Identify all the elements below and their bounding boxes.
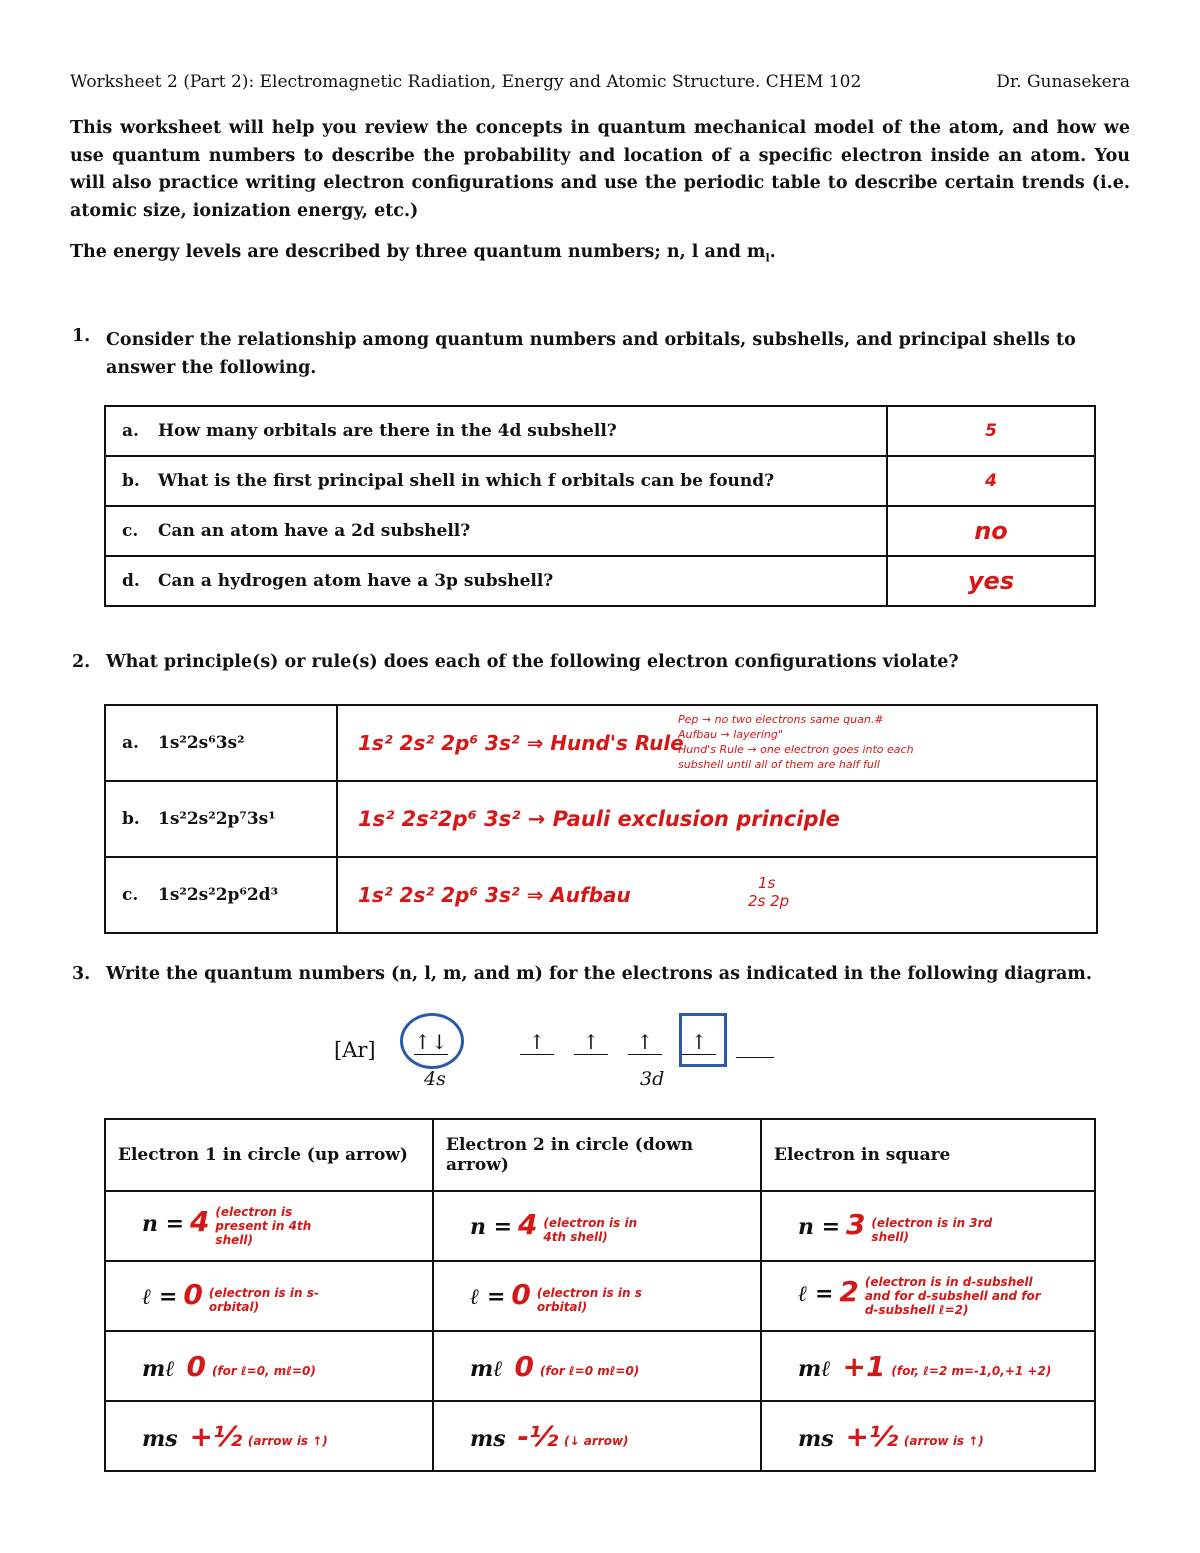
answer-handwritten: 1s² 2s² 2p⁶ 3s² ⇒ Hund's Rule — [358, 731, 684, 755]
worksheet-title: Worksheet 2 (Part 2): Electromagnetic Radiation, Energy and Atomic Structure. CHEM 102 — [70, 72, 862, 92]
highlight-square — [679, 1013, 727, 1067]
column-header: Electron 1 in circle (up arrow) — [105, 1119, 433, 1191]
question-2-prompt: What principle(s) or rule(s) does each of the following electron configurations violate? — [106, 652, 959, 672]
row-label: b. — [122, 471, 140, 491]
handwritten-value: 4 — [190, 1204, 210, 1238]
quantum-symbol: ℓ = — [798, 1280, 834, 1307]
quantum-symbol: mℓ — [142, 1355, 175, 1382]
energy-levels-text: The energy levels are described by three quantum numbers; n, l and $m_l$. — [70, 242, 776, 265]
intro-paragraph: This worksheet will help you review the concepts in quantum mechanical model of the atom, and how we use quantum numbers to describe the probability and location of a specific electron inside an atom. You will also practice writing electron configurations and use the periodic table to describe certain trends (i.e. atomic size, ionization energy, etc.) — [70, 118, 1130, 221]
column-header: Electron 2 in circle (down arrow) — [433, 1119, 761, 1191]
handwritten-note: (for ℓ=0 mℓ=0) — [539, 1364, 640, 1378]
quantum-symbol: mℓ — [470, 1355, 503, 1382]
note-line: Aufbau → layering" — [678, 728, 783, 741]
handwritten-note: (arrow is ↑) — [903, 1434, 984, 1448]
instructor-name: Dr. Gunasekera — [996, 72, 1130, 92]
note-line: 2s 2p — [748, 892, 790, 910]
table-row — [105, 556, 1095, 606]
table-row — [105, 705, 1097, 781]
question-1-number: 1. — [72, 326, 91, 346]
table-row — [105, 1331, 1095, 1401]
quantum-symbol: n = — [142, 1210, 185, 1237]
handwritten-value: +½ — [189, 1419, 242, 1453]
handwritten-value: 4 — [518, 1208, 538, 1242]
table-header-row — [105, 1119, 1095, 1191]
handwritten-note: (electron is in 3rd shell) — [871, 1215, 993, 1244]
configuration: 1s²2s²2p⁶2d³ — [158, 885, 279, 905]
orbital-3d-1: ↑ — [520, 1030, 554, 1055]
answer-handwritten: 5 — [887, 406, 1095, 456]
quantum-symbol: mℓ — [798, 1355, 831, 1382]
question-3-number: 3. — [72, 964, 91, 984]
label-3d: 3d — [640, 1068, 665, 1090]
handwritten-value: +1 — [842, 1349, 886, 1383]
quantum-symbol: ms — [142, 1425, 178, 1452]
table-row — [105, 1401, 1095, 1471]
row-label: a. — [122, 421, 139, 441]
question-1-prompt: Consider the relationship among quantum numbers and orbitals, subshells, and principal shells to answer the following. — [106, 330, 1076, 378]
handwritten-value: 3 — [846, 1208, 866, 1242]
question-2-number: 2. — [72, 652, 91, 672]
handwritten-value: +½ — [845, 1419, 898, 1453]
orbital-3d-4: ↑ — [682, 1030, 716, 1055]
handwritten-note: (electron is in s orbital) — [536, 1285, 642, 1314]
handwritten-value: 0 — [514, 1349, 535, 1383]
table-row — [105, 506, 1095, 556]
configuration: 1s²2s²2p⁷3s¹ — [158, 809, 276, 829]
handwritten-value: 2 — [839, 1274, 859, 1308]
table-row — [105, 1261, 1095, 1331]
row-label: b. — [122, 809, 140, 829]
question-text: How many orbitals are there in the 4d subshell? — [158, 421, 617, 441]
quantum-symbol: ℓ = — [470, 1284, 506, 1311]
table-row — [105, 406, 1095, 456]
note-line: 1s — [758, 874, 776, 892]
table-row — [105, 1191, 1095, 1261]
answer-handwritten: 1s² 2s²2p⁶ 3s² → Pauli exclusion principle — [358, 807, 840, 831]
quantum-symbol: ℓ = — [142, 1284, 178, 1311]
row-label: c. — [122, 521, 139, 541]
row-label: a. — [122, 733, 139, 753]
table-row — [105, 857, 1097, 933]
handwritten-note: (arrow is ↑) — [247, 1434, 328, 1448]
handwritten-value: -½ — [517, 1419, 559, 1453]
handwritten-value: 0 — [186, 1349, 207, 1383]
configuration: 1s²2s⁶3s² — [158, 733, 245, 753]
handwritten-note: (for, ℓ=2 m=-1,0,+1 +2) — [891, 1364, 1052, 1378]
question-text: Can a hydrogen atom have a 3p subshell? — [158, 571, 554, 591]
question-text: What is the first principal shell in which f orbitals can be found? — [158, 471, 775, 491]
quantum-symbol: ms — [798, 1425, 834, 1452]
handwritten-note: (electron is in s-orbital) — [208, 1285, 319, 1314]
argon-core-label: [Ar] — [334, 1038, 376, 1062]
margin-notes — [678, 712, 914, 772]
orbital-3d-5 — [736, 1030, 774, 1058]
handwritten-value: 0 — [183, 1278, 203, 1312]
handwritten-value: 0 — [511, 1278, 531, 1312]
answer-handwritten: 1s² 2s² 2p⁶ 3s² ⇒ Aufbau — [358, 883, 631, 907]
row-label: c. — [122, 885, 139, 905]
table-row — [105, 781, 1097, 857]
handwritten-note: (↓ arrow) — [564, 1434, 629, 1448]
handwritten-note: (electron is in d-subshell and for d-subshell and for d-subshell ℓ=2) — [864, 1275, 1041, 1318]
question-2-table — [104, 704, 1098, 934]
handwritten-note: (electron is in 4th shell) — [543, 1215, 638, 1244]
answer-handwritten: yes — [887, 556, 1095, 606]
note-line: Hund's Rule → one electron goes into each — [678, 743, 914, 756]
answer-handwritten: 4 — [887, 456, 1095, 506]
handwritten-note: (for ℓ=0, mℓ=0) — [211, 1364, 316, 1378]
margin-notes — [748, 874, 789, 910]
quantum-symbol: ms — [470, 1425, 506, 1452]
answer-handwritten: no — [887, 506, 1095, 556]
orbital-3d-3: ↑ — [628, 1030, 662, 1055]
question-3-table — [104, 1118, 1096, 1472]
question-3-prompt: Write the quantum numbers (n, l, m, and m) for the electrons as indicated in the following diagram. — [106, 964, 1092, 984]
note-line: subshell until all of them are half full — [678, 758, 880, 771]
column-header: Electron in square — [761, 1119, 1095, 1191]
handwritten-note: (electron is present in 4th shell) — [215, 1205, 312, 1248]
quantum-symbol: n = — [798, 1214, 841, 1241]
orbital-4s: ↑↓ — [414, 1030, 448, 1054]
question-1-table — [104, 405, 1096, 607]
orbital-3d-2: ↑ — [574, 1030, 608, 1055]
label-4s: 4s — [424, 1068, 446, 1090]
question-text: Can an atom have a 2d subshell? — [158, 521, 471, 541]
note-line: Pep → no two electrons same quan.# — [678, 713, 884, 726]
quantum-symbol: n = — [470, 1214, 513, 1241]
table-row — [105, 456, 1095, 506]
row-label: d. — [122, 571, 140, 591]
